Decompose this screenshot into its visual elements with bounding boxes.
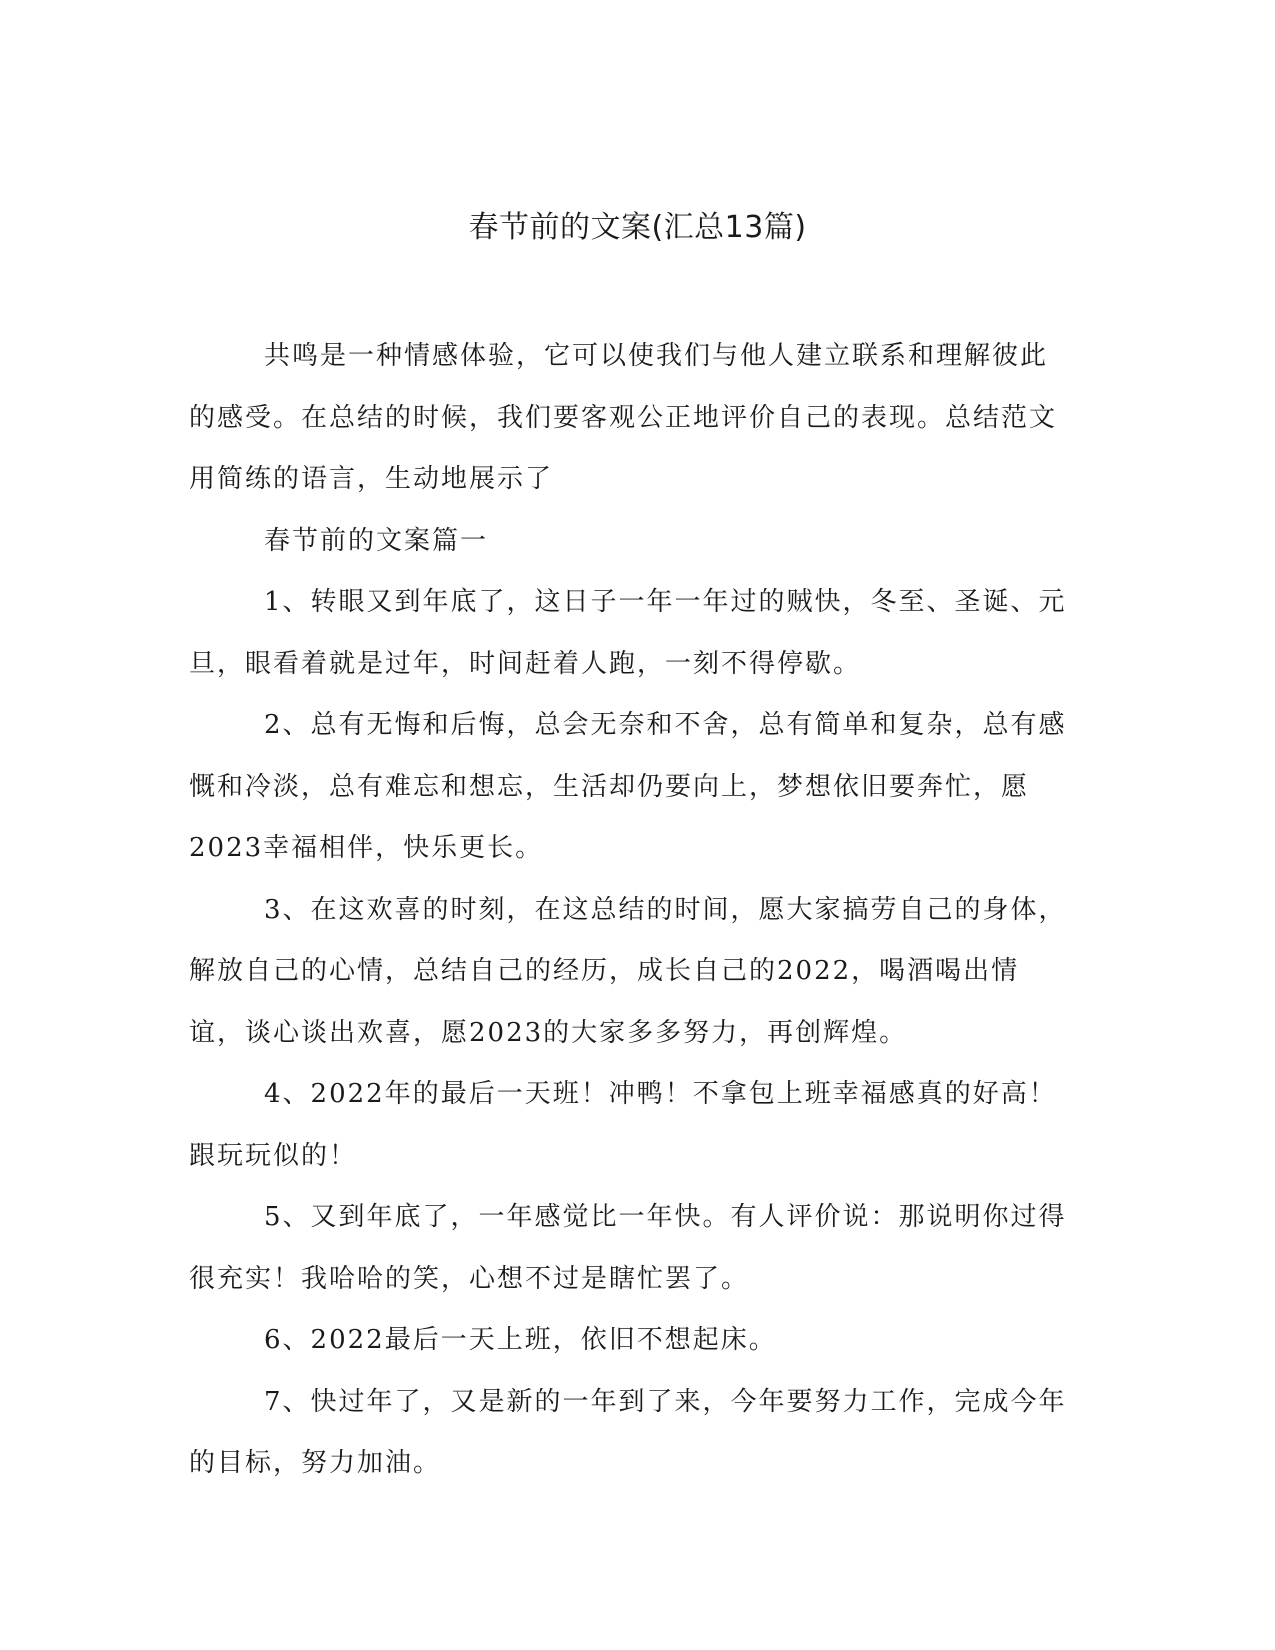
list-item-6: 6、2022最后一天上班，依旧不想起床。 (264, 1325, 777, 1355)
list-item-2: 2、总有无悔和后悔，总会无奈和不舍，总有简单和复杂，总有感慨和冷淡，总有难忘和想忘，生活却仍要向上，梦想依旧要奔忙，愿2023幸福相伴，快乐更长。 (189, 710, 1067, 863)
list-item-4: 4、2022年的最后一天班！冲鸭！不拿包上班幸福感真的好高！跟玩玩似的！ (189, 1079, 1057, 1171)
document-body (189, 326, 1069, 1495)
document-title: 春节前的文案(汇总13篇) (468, 210, 807, 245)
list-item-5: 5、又到年底了，一年感觉比一年快。有人评价说：那说明你过得很充实！我哈哈的笑，心想不过是瞎忙罢了。 (189, 1202, 1067, 1294)
section-heading: 春节前的文案篇一 (264, 525, 489, 556)
list-item-1: 1、转眼又到年底了，这日子一年一年过的贼快，冬至、圣诞、元旦，眼看着就是过年，时间赶着人跑，一刻不得停歇。 (189, 587, 1067, 679)
list-item-7: 7、快过年了，又是新的一年到了来，今年要努力工作，完成今年的目标，努力加油。 (189, 1386, 1067, 1478)
intro-paragraph: 共鸣是一种情感体验，它可以使我们与他人建立联系和理解彼此的感受。在总结的时候，我们要客观公正地评价自己的表现。总结范文用简练的语言，生动地展示了 (189, 341, 1058, 494)
list-item-3: 3、在这欢喜的时刻，在这总结的时间，愿大家搞劳自己的身体，解放自己的心情，总结自己的经历，成长自己的2022，喝酒喝出情谊，谈心谈出欢喜，愿2023的大家多多努力，再创辉煌。 (189, 894, 1067, 1048)
